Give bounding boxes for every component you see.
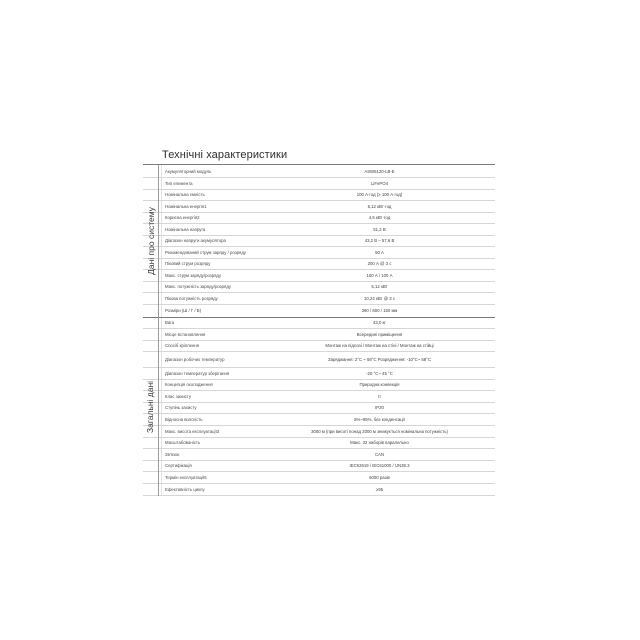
spec-value: 100 А·год (≥ 100 А·год) bbox=[356, 192, 403, 198]
spec-value: LiFePO4 bbox=[371, 180, 388, 186]
spec-value: CAN bbox=[374, 451, 385, 457]
spec-param: Спосіб кріплення bbox=[161, 341, 264, 352]
spec-value: 100 А / 100 А bbox=[366, 272, 393, 278]
spec-row bbox=[143, 426, 495, 438]
spec-row bbox=[143, 484, 495, 496]
spec-row bbox=[143, 380, 495, 392]
spec-row bbox=[143, 403, 495, 415]
spec-row bbox=[143, 352, 495, 368]
spec-row bbox=[143, 318, 495, 330]
spec-row bbox=[143, 236, 495, 248]
spec-param: Рекомендований струм заряду / розряду bbox=[161, 247, 264, 258]
spec-row bbox=[143, 259, 495, 271]
spec-value: 4,6 кВт·год bbox=[368, 215, 391, 221]
spec-row bbox=[143, 282, 495, 294]
spec-row bbox=[143, 201, 495, 213]
spec-param: Розміри (Ш / Г / В) bbox=[161, 305, 264, 317]
spec-row bbox=[143, 213, 495, 225]
spec-value: Природна конвекція bbox=[359, 382, 400, 388]
group-label-system-text: Дані про систему bbox=[145, 207, 156, 276]
spec-param: Номінальна напруга bbox=[161, 224, 264, 235]
spec-value: IEC62619 / IEC61000 / UN38.3 bbox=[349, 463, 410, 469]
spec-param: Макс. потужність заряду/розряду bbox=[161, 282, 264, 293]
spec-param: Ефективність циклу bbox=[161, 484, 264, 495]
spec-row bbox=[143, 178, 495, 190]
spec-row bbox=[143, 165, 495, 178]
spec-value: 390 / 600 / 150 мм bbox=[361, 308, 398, 313]
spec-param: Ступінь захисту bbox=[161, 403, 264, 414]
spec-row bbox=[143, 329, 495, 341]
spec-value: 50 А bbox=[375, 249, 384, 255]
spec-value: 3000 м (при висоті понад 2000 м знижується номінальна потужність) bbox=[311, 428, 448, 434]
spec-param: Діапазон напруги акумулятора bbox=[161, 236, 264, 247]
spec-row bbox=[143, 472, 495, 484]
spec-row bbox=[143, 224, 495, 236]
spec-row bbox=[143, 438, 495, 450]
spec-value: 5,12 кВт bbox=[371, 284, 388, 290]
spec-value: Макс. 32 наборів паралельно bbox=[350, 440, 409, 446]
spec-param: Сертифікація bbox=[161, 461, 264, 472]
spec-value: 5%~95%, без конденсації bbox=[354, 416, 405, 422]
spec-value: 10,24 кВт @ 3 с bbox=[364, 295, 395, 301]
spec-row bbox=[143, 368, 495, 380]
spec-value: 51,2 В bbox=[373, 226, 386, 232]
spec-value: Всередині приміщення bbox=[356, 331, 403, 337]
spec-value: Заряджання: 2°C ~ 58°C Розрядження: -10°C~ 58°C bbox=[327, 357, 431, 362]
spec-row bbox=[143, 305, 495, 318]
spec-value: ASW5120-LB-E bbox=[364, 168, 395, 174]
spec-value: IP20 bbox=[375, 405, 384, 411]
spec-param: Піковий струм розряду bbox=[161, 259, 264, 270]
spec-param: Діапазон робочих температур bbox=[161, 352, 264, 367]
spec-param: Акумуляторний модуль bbox=[161, 165, 264, 177]
spec-value: 43,0 кг bbox=[372, 320, 386, 326]
spec-value: 5,12 кВт·год bbox=[367, 203, 392, 209]
spec-row bbox=[143, 341, 495, 353]
spec-param: Макс. висота експлуатації3 bbox=[161, 426, 264, 437]
spec-value: 6000 разів bbox=[369, 474, 390, 480]
spec-param: Корисна енергія2 bbox=[161, 213, 264, 224]
spec-param: Тип елемента bbox=[161, 178, 264, 189]
spec-value: Монтаж на підлозі / Монтаж на стіні / Монтаж на стійці bbox=[325, 343, 434, 349]
spec-row bbox=[143, 293, 495, 305]
spec-row bbox=[143, 461, 495, 473]
group-label-system bbox=[143, 165, 159, 318]
spec-row bbox=[143, 449, 495, 461]
spec-param: Концепція охолодження bbox=[161, 380, 264, 391]
spec-value: ≥95 bbox=[375, 486, 384, 492]
spec-param: Пікова потужність розряду bbox=[161, 293, 264, 304]
spec-param: Зв'язок bbox=[161, 449, 264, 460]
spec-row bbox=[143, 190, 495, 202]
page-title: Технічні характеристики bbox=[162, 149, 288, 161]
group-label-general bbox=[143, 318, 159, 496]
spec-row bbox=[143, 414, 495, 426]
spec-value: II bbox=[378, 393, 381, 399]
spec-param: Відносна вологість bbox=[161, 414, 264, 425]
spec-param: Номінальна ємність bbox=[161, 190, 264, 201]
spec-value: 43,2 В – 57,6 В bbox=[364, 238, 395, 244]
spec-param: Макс. струм заряду/розряду bbox=[161, 270, 264, 281]
spec-row bbox=[143, 391, 495, 403]
spec-row bbox=[143, 270, 495, 282]
spec-rows bbox=[143, 165, 495, 496]
spec-param: Номінальна енергія1 bbox=[161, 201, 264, 212]
spec-param: Вага bbox=[161, 318, 264, 329]
spec-value: -20 °C~ 45 °C bbox=[366, 370, 393, 376]
spec-param: Місце встановлення bbox=[161, 329, 264, 340]
group-label-general-text: Загальні дані bbox=[145, 380, 156, 433]
spec-table bbox=[143, 164, 495, 496]
spec-param: Масштабованість bbox=[161, 438, 264, 449]
spec-value: 200 А @ 3 с bbox=[367, 261, 392, 267]
spec-row bbox=[143, 247, 495, 259]
spec-param: Термін експлуатації5 bbox=[161, 472, 264, 483]
spec-param: Клас захисту bbox=[161, 391, 264, 402]
spec-param: Діапазон температур зберігання bbox=[161, 368, 264, 379]
